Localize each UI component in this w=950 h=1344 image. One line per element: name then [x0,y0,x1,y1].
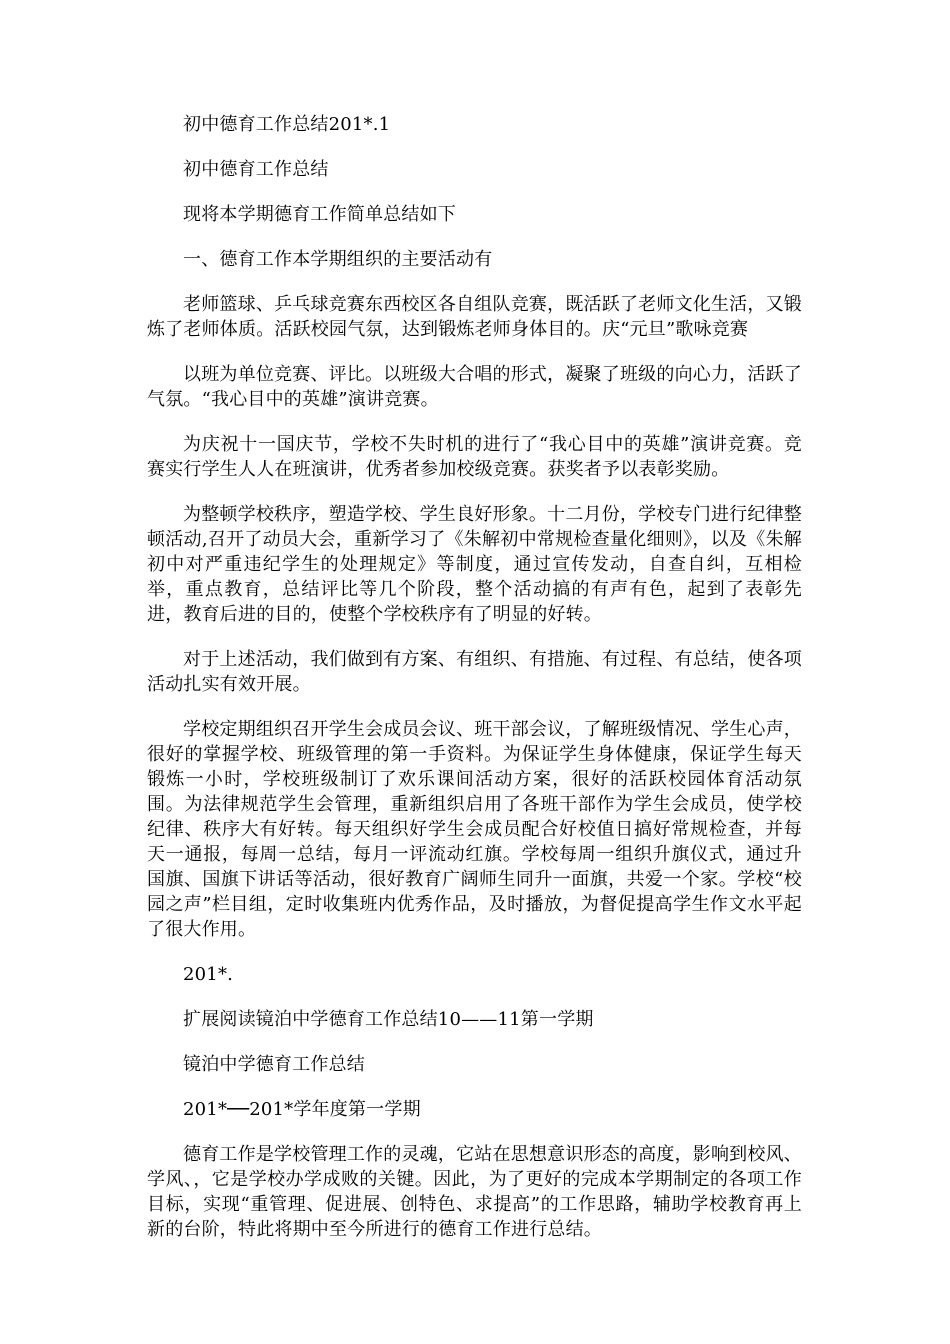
doc-title: 初中德育工作总结201*.1 [183,114,391,135]
second-doc-title: 镜泊中学德育工作总结 [183,1054,365,1075]
section-heading: 一、德育工作本学期组织的主要活动有 [183,249,493,270]
body-paragraph: 对于上述活动，我们做到有方案、有组织、有措施、有过程、有总结，使各项活动扎实有效开展。 [147,649,802,695]
extended-reading-title: 扩展阅读镜泊中学德育工作总结10——11第一学期 [183,1009,594,1030]
body-paragraph: 老师篮球、乒乓球竞赛东西校区各自组队竞赛，既活跃了老师文化生活，又锻炼了老师体质。活跃校园气氛，达到锻炼老师身体目的。庆“元旦”歌咏竞赛 [147,294,802,340]
term-line: 201*──201*学年度第一学期 [183,1099,421,1120]
body-paragraph: 为整顿学校秩序，塑造学校、学生良好形象。十二月份，学校专门进行纪律整顿活动,召开了动员大会，重新学习了《朱解初中常规检查量化细则》，以及《朱解初中对严重违纪学生的处理规定》等制度，通过宣传发动，自查自纠，互相检举，重点教育，总结评比等几个阶段，整个活动搞的有声有色，起到了表彰先进，教育后进的目的，使整个学校秩序有了明显的好转。 [147,504,802,625]
body-paragraph: 德育工作是学校管理工作的灵魂，它站在思想意识形态的高度，影响到校风、学风、，它是学校办学成败的关键。因此，为了更好的完成本学期制定的各项工作目标，实现“重管理、促进展、创特色、求提高”的工作思路，辅助学校教育再上新的台阶，特此将期中至今所进行的德育工作进行总结。 [147,1144,802,1240]
doc-intro: 现将本学期德育工作简单总结如下 [183,204,456,225]
document-page [147,112,802,1262]
body-paragraph: 学校定期组织召开学生会成员会议、班干部会议，了解班级情况、学生心声，很好的掌握学校、班级管理的第一手资料。为保证学生身体健康，保证学生每天锻炼一小时，学校班级制订了欢乐课间活动方案，很好的活跃校园体育活动氛围。为法律规范学生会管理，重新组织启用了各班干部作为学生会成员，使学校纪律、秩序大有好转。每天组织好学生会成员配合好校值日搞好常规检查，并每天一通报，每周一总结，每月一评流动红旗。学校每周一组织升旗仪式，通过升国旗、国旗下讲话等活动，很好教育广阔师生同升一面旗，共爱一个家。学校“校园之声”栏目组，定时收集班内优秀作品，及时播放，为督促提高学生作文水平起了很大作用。 [147,719,802,940]
body-paragraph: 以班为单位竞赛、评比。以班级大合唱的形式，凝聚了班级的向心力，活跃了气氛。“我心目中的英雄”演讲竞赛。 [147,364,802,410]
date-line: 201*. [183,964,234,985]
doc-subtitle: 初中德育工作总结 [183,159,329,180]
body-paragraph: 为庆祝十一国庆节，学校不失时机的进行了“我心目中的英雄”演讲竞赛。竞赛实行学生人人在班演讲，优秀者参加校级竞赛。获奖者予以表彰奖励。 [147,434,802,480]
